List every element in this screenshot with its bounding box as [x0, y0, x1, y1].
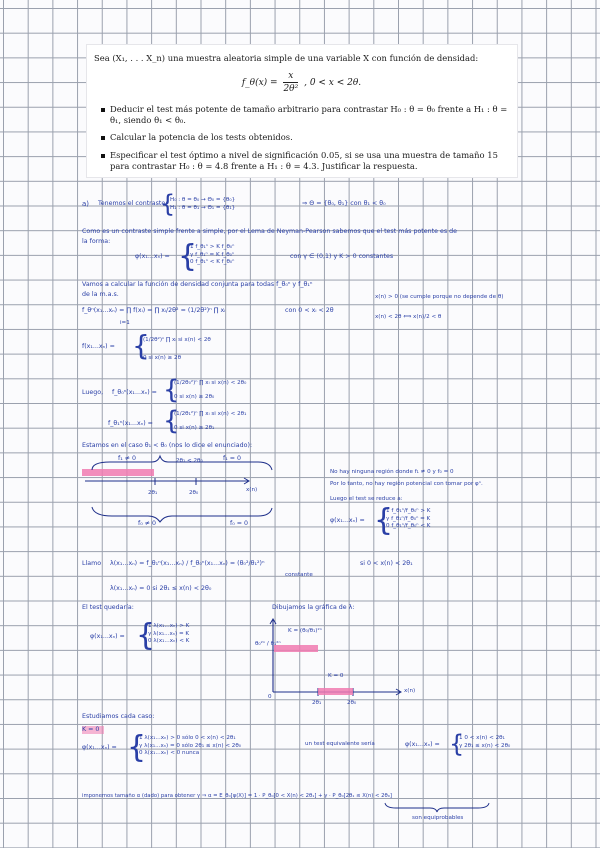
- lambda-zero: λ(x₁...xₙ) = 0 si 2θ₁ ≤ x(n) < 2θ₀: [110, 585, 212, 592]
- f0-case-1: (1/2θ₀²)ⁿ ∏ xᵢ si x(n) < 2θ₀: [174, 380, 247, 386]
- f0-label: f_θ₀ⁿ(x₁...xₙ) =: [112, 389, 157, 396]
- phi-label: φ(x₁...xₙ) =: [135, 253, 170, 260]
- phi3-label: φ(x₁...xₙ) =: [90, 633, 125, 640]
- f1-label: f_θ₁ⁿ(x₁...xₙ) =: [108, 420, 153, 427]
- k-zero-label: K = 0: [82, 726, 100, 733]
- graph-y-label: θ₀²ⁿ / θ₁²ⁿ: [255, 641, 281, 647]
- phi-brace: {: [178, 239, 198, 274]
- luego-label: Luego,: [82, 389, 104, 396]
- phi4-case-3: 0 λ(x₁...xₙ) < 0 nunca: [139, 750, 200, 757]
- axis-tick-label-2: 2θ₀: [189, 490, 199, 496]
- phi5-brace: {: [449, 730, 465, 758]
- region-note-1: No hay ninguna región donde f₁ ≠ 0 y f₀ = 0: [330, 469, 454, 475]
- phi5-case-2: γ 2θ₁ ≤ x(n) < 2θ₀: [459, 742, 511, 749]
- phi2-label: φ(x₁...xₙ) =: [330, 517, 365, 524]
- graph-x-end: x(n): [404, 688, 416, 694]
- contrast-h0: H₀ : θ = θ₀ → Θ₀ = {θ₀}: [170, 197, 236, 203]
- piecewise-case-1: (1/2θ²)ⁿ ∏ xᵢ si x(n) < 2θ: [143, 337, 211, 343]
- phi-case-2: γ f_θ₁ⁿ = K f_θ₀ⁿ: [190, 251, 235, 258]
- density-intro-2: de la m.a.s.: [82, 291, 119, 298]
- piecewise-brace: {: [132, 329, 150, 362]
- phi2-brace: {: [374, 503, 394, 538]
- joint-condition: con 0 < xᵢ < 2θ: [285, 307, 334, 314]
- phi-case-3: 0 f_θ₁ⁿ < K f_θ₀ⁿ: [190, 259, 235, 266]
- formula-lhs: f_θ(x) =: [241, 78, 278, 89]
- equivalent-intro: un test equivalente sería: [305, 741, 375, 747]
- lambda-constant: constante: [285, 572, 313, 578]
- problem-item: Calcular la potencia de los tests obtenidos.: [104, 132, 509, 143]
- lambda-intro: Llamo: [82, 560, 102, 567]
- phi4-label: φ(x₁...xₙ) =: [82, 744, 117, 751]
- phi2-case-3: 0 f_θ₁ⁿ/f_θ₀ⁿ < K: [386, 523, 431, 530]
- underbrace-path: [385, 803, 489, 812]
- phi5-case-1: 1 0 < x(n) < 2θ₁: [459, 735, 505, 741]
- graph-k-top: K = (θ₀/θ₁)²ⁿ: [288, 628, 322, 634]
- phi3-case-2: γ λ(x₁...xₙ) = K: [148, 630, 190, 637]
- phi4-brace: {: [127, 730, 147, 765]
- piecewise-label: f(x₁...xₙ) =: [82, 343, 115, 350]
- f0-case-2: 0 si x(n) ≥ 2θ₀: [174, 393, 215, 400]
- joint-density: f_θⁿ(x₁...xₙ) = ∏ f(xᵢ) = ∏ xᵢ/2θ² = (1/2θ²)ⁿ ∏ xᵢ: [82, 307, 226, 314]
- brace-bottom-right: f₀ = 0: [230, 520, 249, 527]
- part-a-label: a): [82, 200, 90, 208]
- lambda-definition: λ(x₁...xₙ) = f_θ₁ⁿ(x₁...xₙ) / f_θ₀ⁿ(x₁...xₙ) = (θ₀²/θ₁²)ⁿ: [110, 560, 265, 567]
- piecewise-case-2: 0 si x(n) ≥ 2θ: [143, 354, 182, 361]
- problem-item: Deducir el test más potente de tamaño arbitrario para contrastar H₀ : θ = θ₀ frente a H₁ : θ = θ₁, siendo θ₁ < θ₀.: [104, 104, 509, 127]
- phi5-label: φ(x₁...xₙ) =: [405, 741, 440, 748]
- product-index: i=1: [120, 320, 130, 326]
- phi4-case-2: γ λ(x₁...xₙ) = 0 sólo 2θ₁ ≤ x(n) < 2θ₀: [139, 742, 242, 749]
- joint-note-1: x(n) > 0 (se cumple porque no depende de θ): [375, 294, 504, 300]
- phi2-case-1: 1 f_θ₁ⁿ/f_θ₀ⁿ > K: [386, 508, 431, 514]
- joint-note-2: x(n) < 2θ ⟺ x(n)/2 < θ: [375, 314, 442, 320]
- equiprobable-note: son equiprobables: [412, 815, 464, 821]
- graph-label: Dibujamos la gráfica de λ:: [272, 604, 355, 611]
- cases-label: Estudiamos cada caso:: [82, 713, 155, 720]
- contrast-parameter-space: ⇒ Θ = {θ₀, θ₁} con θ₁ < θ₀: [302, 200, 386, 207]
- phi3-case-1: 1 λ(x₁...xₙ) > K: [148, 623, 190, 629]
- contrast-h1: H₁ : θ = θ₁ → Θ₁ = {θ₁}: [170, 204, 236, 211]
- f0-brace: {: [163, 375, 180, 405]
- formula-numerator: x: [283, 70, 298, 83]
- f1-brace: {: [163, 406, 180, 436]
- region-note-2: Por lo tanto, no hay región potencial con tomar por φⁿ.: [330, 481, 483, 487]
- f1-case-2: 0 si x(n) ≥ 2θ₁: [174, 424, 215, 431]
- case-line: Estamos en el caso θ₁ < θ₀ (nos lo dice el enunciado):: [82, 442, 253, 449]
- f1-case-1: (1/2θ₁²)ⁿ ∏ xᵢ si x(n) < 2θ₁: [174, 411, 247, 417]
- lambda-condition: si 0 < x(n) < 2θ₁: [360, 560, 413, 567]
- graph-x-tick-1: 2θ₁: [312, 700, 322, 706]
- neyman-pearson-line-1: Como es un contraste simple frente a simple, por el Lema de Neyman-Pearson sabemos que el test más potente es de: [82, 228, 458, 235]
- contrast-brace: {: [160, 190, 176, 218]
- case-sub: 2θ₁ < 2θ₀: [176, 458, 203, 464]
- phi-constants: con γ ∈ (0,1) y K > 0 constantes: [290, 253, 394, 260]
- density-intro-1: Vamos a calcular la función de densidad conjunta para todas f_θ₀ⁿ y f_θ₁ⁿ: [82, 281, 313, 288]
- brace-top-left: f₁ ≠ 0: [118, 455, 137, 462]
- problem-item: Especificar el test óptimo a nivel de significación 0.05, si se usa una muestra de tamaño 15 para contrastar H₀ : θ = 4.8 frente a H₁ : θ = 4.3. Justificar la respuesta.: [104, 150, 509, 173]
- phi2-case-2: γ f_θ₁ⁿ/f_θ₀ⁿ = K: [386, 515, 431, 522]
- graph-k-zero: K = 0: [328, 673, 344, 679]
- phi4-case-1: 1 λ(x₁...xₙ) > 0 sólo 0 < x(n) < 2θ₁: [139, 735, 236, 741]
- neyman-pearson-line-2: la forma:: [82, 238, 111, 245]
- test-label: El test quedaría:: [82, 604, 134, 611]
- graph-x-tick-2: 2θ₀: [347, 700, 357, 706]
- problem-intro: Sea (X₁, . . . X_n) una muestra aleatoria simple de una variable X con función de densidad:: [94, 53, 479, 63]
- phi-case-1: 1 f_θ₁ⁿ > K f_θ₀ⁿ: [190, 244, 235, 250]
- contrast-intro: Tenemos el contraste:: [98, 200, 168, 207]
- formula-denominator: 2θ²: [283, 84, 299, 95]
- region-note-3: Luego el test se reduce a:: [330, 496, 403, 502]
- formula-domain: , 0 < x < 2θ.: [304, 78, 362, 89]
- brace-top-right: f₁ = 0: [223, 455, 242, 462]
- phi3-case-3: 0 λ(x₁...xₙ) < K: [148, 638, 190, 645]
- graph-origin: 0: [268, 694, 272, 700]
- axis-end-label: x(n): [246, 487, 258, 493]
- size-condition: imponemos tamaño α (dado) para obtener γ ⇒ α = E_θ₀[φ(X)] = 1 · P_θ₀[0 < X(n) < 2θ₁] + γ · P_θ₀[2θ₁ ≤ X(n) < 2θ₀]: [82, 793, 392, 799]
- brace-bottom-left: f₀ ≠ 0: [138, 520, 157, 527]
- phi3-brace: {: [136, 618, 156, 653]
- axis-tick-label-1: 2θ₁: [148, 490, 158, 496]
